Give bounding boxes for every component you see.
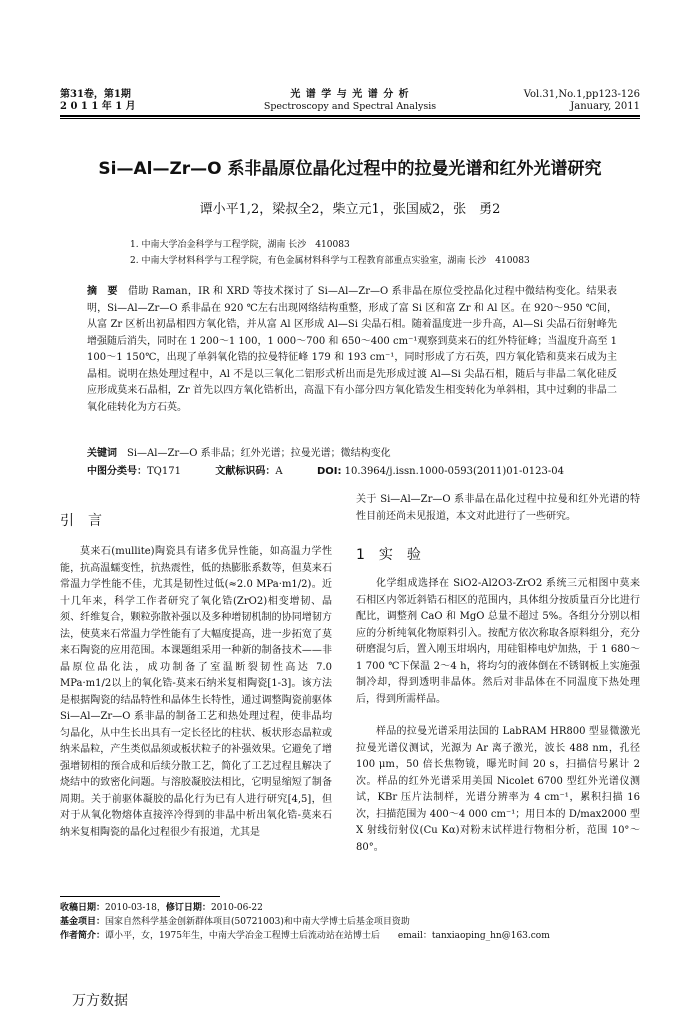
journal-date-en: January, 2011 [570,101,640,112]
journal-date-cn: 2 0 1 1 年 1 月 [60,101,136,112]
footnote-fund [60,916,410,929]
abstract-text: 借助 Raman，IR 和 XRD 等技术探讨了 Si—Al—Zr—O 系非晶在原位受控晶化过程中微结构变化。结果表明，Si—Al—Zr—O 系非晶在 920 ℃左右出现网络结构重整，形成了富 Si 区和富 Zr 和 Al 区。在 920～950 ℃间，从富 Zr 区析出初晶相四方氧化锆，并从富 Al 区形成 Al—Si 尖晶石相。随着温度进一步升高，Al—Si 尖晶石衍射峰先增强随后消失，同时在 1 200～1 100，1 000～700 和 650～400 cm⁻¹观察到莫来石的红外特征峰；当温度升高至 1 100～1 150℃，出现了单斜氧化锆的拉曼特征峰 179 和 193 cm⁻¹，同时形成了方石英，四方氧化锆和莫来石成为主晶相。说明在热处理过程中，Al 不是以三氧化二铝形式析出而是先形成过渡 Al—Si 尖晶石相，随后与非晶二氧化硅反应形成莫来石晶相，Zr 首先以四方氧化锆析出，高温下有小部分四方氧化锆发生相变转化为单斜相，其中过剩的非晶二氧化硅转化为方石英。 [87,286,618,413]
abstract [87,284,617,416]
doc-code-value: A [275,466,283,477]
footnote-dates [60,902,263,915]
doi-value: 10.3964/j.issn.1000-0593(2011)01-0123-04 [344,466,564,477]
experiment-paragraph-2: 样品的拉曼光谱采用法国的 LabRAM HR800 型显微激光拉曼光谱仪测试，光源为 Ar 离子激光，波长 488 nm，孔径 100 μm，50 倍长焦物镜，曝光时间 20 s，扫描信号累计 2 次。样品的红外光谱采用美国 Nicolet 6700 型红外光谱仪测试，KBr 压片法制样，光谱分辨率为 4 cm⁻¹，累积扫描 16 次，扫描范围为 400～4 000 cm⁻¹；用日本的 D/max2000 型 X 射线衍射仪(Cu Kα)对粉末试样进行物相分析，范围 10°～80°。 [356,726,640,853]
classification-line [87,462,564,477]
keywords-line [87,444,391,459]
intro-paragraph: 莫来石(mullite)陶瓷具有诸多优异性能，如高温力学性能，抗高温蠕变性，抗热震性，低的热膨胀系数等，但莫来石常温力学性能不佳，尤其是韧性过低(≈2.0 MPa·m1/2)。近十几年来，科学工作者研究了氧化锆(ZrO2)相变增韧、晶须、纤维复合，颗粒弥散补强以及多种增韧机制的协同增韧方法，使莫来石常温力学性能有了大幅度提高，进一步拓宽了莫来石陶瓷的应用范围。本课题组采用一种新的制备技术——非晶原位晶化法，成功制备了室温断裂韧性高达 7.0 MPa·m1/2以上的氧化锆-莫来石纳米复相陶瓷[1-3]。该方法是根据陶瓷的结晶特性和晶体生长特性，通过调整陶瓷前驱体 Si—Al—Zr—O 系非晶的制备工艺和热处理过程，使非晶均匀晶化，从中生长出具有一定长径比的柱状、板状形态晶粒或纳米晶粒，产生类似晶须或板状粒子的补强效果。它避免了增强增韧相的预合成和后续分散工艺，简化了工艺过程且解决了烧结中的致密化问题。与溶胶凝胶法相比，它明显缩短了制备周期。关于前驱体凝胶的晶化行为已有人进行研究[4,5]，但对于从氧化物熔体直接淬冷得到的非晶中析出氧化锆-莫来石纳米复相陶瓷的晶化过程很少有报道，尤其是 [60,546,332,838]
keywords-text: Si—Al—Zr—O 系非晶；红外光谱；拉曼光谱；微结构变化 [127,448,391,459]
journal-volume: 第31卷，第1期 [60,89,131,100]
keywords-label: 关键词 [87,448,117,459]
footnote-author [60,930,550,943]
journal-vol-pages: Vol.31,No.1,pp123-126 [523,89,640,100]
doi-label: DOI: [316,466,342,477]
fund-label: 基金项目： [60,917,106,927]
clc-label: 中图分类号： [87,466,147,477]
header-rule [60,115,640,117]
intro-heading: 引 言 [60,513,102,529]
footnote-rule [60,896,220,897]
clc-value: TQ171 [147,466,181,477]
revised-label: 修订日期： [165,903,211,913]
right-intro-paragraph: 关于 Si—Al—Zr—O 系非晶在晶化过程中拉曼和红外光谱的特性目前还尚未见报道，本文对此进行了一些研究。 [356,494,640,522]
author-bio-label: 作者简介： [60,931,106,941]
author-list: 谭小平1,2，梁叔全2，柴立元1，张国威2，张 勇2 [199,202,501,217]
experiment-paragraph-1: 化学组成选择在 SiO2-Al2O3-ZrO2 系统三元相图中莫来石相区内邻近斜锆石相区的范围内，具体组分按质量百分比进行配比，调整剂 CaO 和 MgO 总量不超过 5%。各组分分别以相应的分析纯氧化物原料引入。按配方依次称取各原料组分，充分研磨混匀后，置入刚玉坩埚内，用硅钼棒电炉加热，于 1 680～1 700 ℃下保温 2～4 h，将均匀的液体倒在不锈钢板上实施强制冷却，得到透明非晶体。然后对非晶体在不同温度下热处理后，得到所需样品。 [356,578,640,705]
fund-text: 国家自然科学基金创新群体项目(50721003)和中南大学博士后基金项目资助 [105,917,410,927]
journal-name-en: Spectroscopy and Spectral Analysis [263,101,437,112]
received-date: 2010-03-18， [105,903,166,913]
header-rule-thin [60,118,640,119]
affiliation-2: 2. 中南大学材料科学与工程学院，有色金属材料科学与工程教育部重点实验室，湖南 长沙 410083 [130,256,530,266]
wanfang-watermark: 万方数据 [72,993,128,1009]
received-label: 收稿日期： [60,903,106,913]
author-bio-text: 谭小平，女，1975年生，中南大学冶金工程博士后流动站在站博士后 email：tanxiaoping_hn@163.com [105,931,550,941]
experiment-heading: 1 实 验 [356,547,421,563]
doc-code-label: 文献标识码： [215,466,276,477]
affiliation-1: 1. 中南大学冶金科学与工程学院，湖南 长沙 410083 [130,240,350,250]
revised-date: 2010-06-22 [210,903,263,913]
journal-name-cn: 光 谱 学 与 光 谱 分 析 [290,89,410,100]
paper-title: Si—Al—Zr—O 系非晶原位晶化过程中的拉曼光谱和红外光谱研究 [98,159,602,179]
abstract-label: 摘 要 [87,286,118,297]
